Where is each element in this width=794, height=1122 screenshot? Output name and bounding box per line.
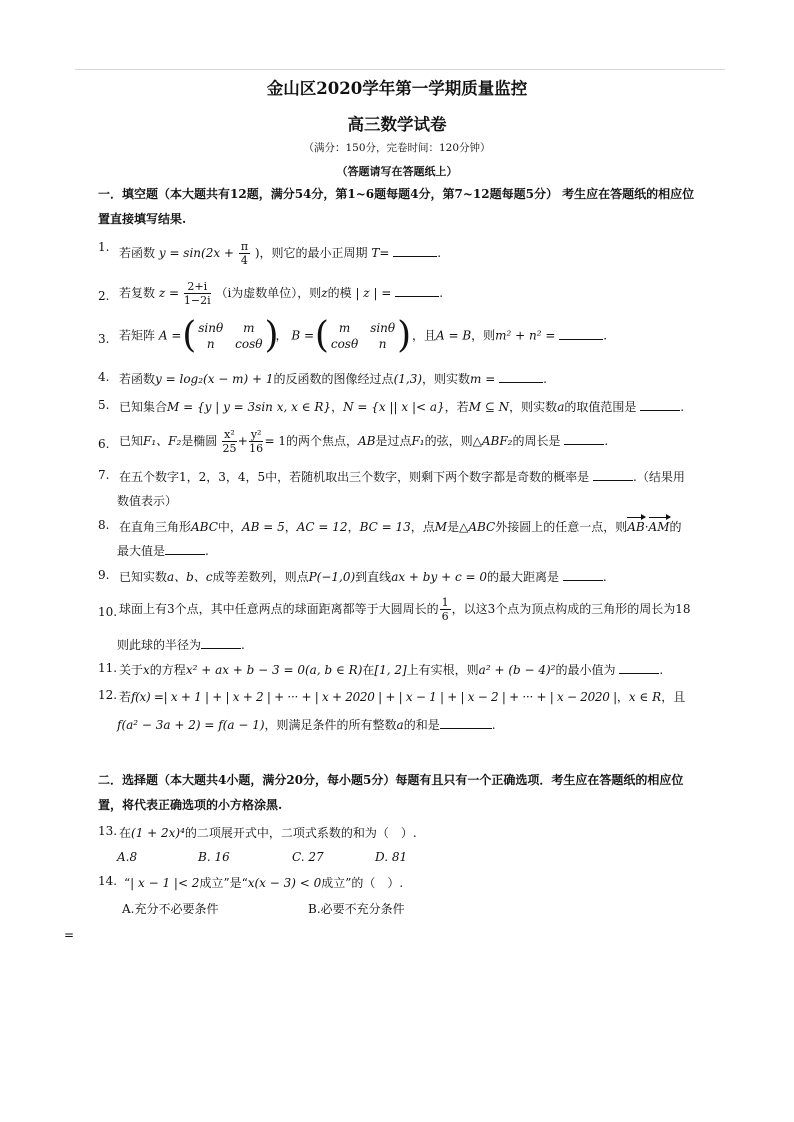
text: 的方程 [149, 663, 186, 677]
math-var: T [371, 246, 380, 260]
math-expr: | z | = [355, 286, 392, 300]
matrix-cell: n [206, 337, 215, 351]
numerator: 2+i [184, 280, 211, 294]
text: ，则实数 [509, 400, 558, 414]
fraction [239, 240, 250, 267]
text: ， [275, 328, 288, 343]
question-text [119, 240, 441, 267]
matrix-cell: cosθ [330, 337, 359, 351]
text: 的最大距离是 [486, 570, 559, 584]
question-number: 7. [98, 468, 110, 482]
question-number: 2. [98, 289, 110, 303]
bracket-right: ) [264, 315, 279, 356]
section-1-heading [98, 182, 698, 232]
math-var: A = [158, 328, 182, 343]
numerator: π [240, 240, 249, 253]
question-number: 4. [98, 370, 110, 384]
math-expr: y = log₂(x − m) + 1 [155, 372, 274, 386]
answer-blank [619, 662, 659, 674]
answer-blank [165, 543, 205, 555]
text: . [602, 570, 607, 584]
question-number: 1. [98, 240, 110, 254]
text: ， [284, 520, 297, 534]
math-expr: m² + n² = [495, 328, 556, 343]
text: 已知实数 [119, 570, 168, 584]
text: . [241, 638, 245, 652]
math-var: x [143, 663, 150, 677]
math-expr: ax + by + c = 0 [391, 570, 487, 584]
section-1-heading-line1: 一．填空题（本大题共有12题，满分54分，第1~6题每题4分，第7~12题每题5分） 考生应在答题纸的相应位 [98, 187, 695, 201]
answer-blank [499, 371, 543, 383]
math-expr: m = [470, 372, 496, 386]
text: 的 [669, 520, 682, 534]
text: . [439, 286, 444, 300]
matrix-b [314, 315, 412, 356]
text: 是椭圆 [181, 434, 218, 448]
question-text [119, 596, 691, 623]
text: ，且 [411, 328, 436, 343]
vector-am: AM [648, 520, 670, 534]
text: 已知 [119, 434, 144, 448]
math-expr: y = sin(2x + [158, 246, 234, 260]
math-expr: BC = 13 [359, 520, 411, 534]
math-var: B = [291, 328, 315, 343]
text: ， [616, 690, 629, 704]
text: 的和是 [403, 718, 440, 732]
exam-info: （满分：150分，完卷时间：120分钟） [303, 142, 491, 154]
math-expr: N = {x || x |< a} [343, 400, 445, 414]
answer-blank [559, 328, 603, 340]
math-expr: F₁、F₂ [143, 434, 182, 448]
text: . [543, 372, 547, 386]
answer-blank [564, 433, 604, 445]
exam-note: （答题请写在答题纸上） [336, 165, 458, 178]
math-expr: △ABC [459, 520, 496, 534]
text: 已知集合 [119, 400, 168, 414]
answer-blank [563, 569, 603, 581]
text: 的二项展开式中，二项式系数的和为（ ）. [184, 826, 417, 840]
math-expr: x² + ax + b − 3 = 0(a, b ∈ R) [185, 663, 363, 677]
answer-blank [201, 637, 241, 649]
text: ，则实数 [422, 372, 471, 386]
matrix-a [182, 315, 279, 356]
question-number: 13. [98, 824, 118, 838]
math-var: a [396, 718, 404, 732]
numerator: 1 [441, 596, 449, 609]
denominator: 6 [441, 610, 449, 623]
question-text [119, 315, 608, 356]
question-number: 8. [98, 518, 110, 532]
option-a: A.充分不必要条件 [122, 902, 219, 916]
text: 外接圆上的任意一点，则 [495, 520, 628, 534]
question-7-line2: 数值表示） [117, 494, 178, 508]
text: 在 [119, 826, 132, 840]
option-b: B.必要不充分条件 [308, 902, 405, 916]
math-var: F₁ [411, 434, 425, 448]
bracket-left: ( [182, 315, 197, 356]
math-expr: AC = 12 [296, 520, 348, 534]
math-expr: [1, 2] [374, 663, 407, 677]
margin-mark: = [64, 928, 75, 942]
text: 上有实根，则 [406, 663, 479, 677]
question-text [119, 370, 547, 387]
text: 成立”的（ ）. [321, 876, 404, 890]
numerator: x² [224, 428, 235, 441]
question-number: 11. [98, 661, 118, 675]
top-rule [75, 69, 725, 70]
text: 若矩阵 [119, 328, 156, 343]
math-expr: M = {y | y = 3sin x, x ∈ R} [167, 400, 332, 414]
text: 若复数 [119, 286, 156, 300]
text: 在直角三角形 [119, 520, 192, 534]
math-var: ABC [191, 520, 218, 534]
text: 则此球的半径为 [117, 638, 202, 652]
text: . [604, 434, 609, 448]
vector-ab: AB [627, 520, 645, 534]
text: 的模 [327, 286, 352, 300]
text: ，若 [444, 400, 469, 414]
fraction [222, 428, 237, 455]
math-var: z [321, 286, 328, 300]
math-expr: | x − 1 |< 2 [130, 876, 200, 890]
text: ， [347, 520, 360, 534]
text: = [379, 246, 390, 260]
answer-blank [395, 285, 439, 297]
matrix-cell: m [338, 321, 351, 335]
question-8-line2 [117, 542, 209, 559]
text: 成立”是“ [199, 876, 248, 890]
question-text [119, 468, 685, 485]
question-text [119, 568, 607, 585]
text: · [644, 520, 649, 534]
text: ，且 [661, 690, 686, 704]
question-text [119, 398, 684, 415]
answer-blank [593, 469, 633, 481]
numerator: y² [250, 428, 262, 441]
section-2-heading [98, 768, 698, 818]
matrix-cell: sinθ [370, 321, 396, 335]
text: “ [124, 876, 131, 890]
denominator: 4 [240, 254, 248, 267]
text: 在 [362, 663, 375, 677]
text: 的两个焦点， [285, 434, 358, 448]
option-b: B. 16 [198, 850, 230, 864]
text: 的弦，则 [424, 434, 473, 448]
math-var: M [434, 520, 448, 534]
matrix-cell: n [378, 337, 387, 351]
fraction [440, 596, 451, 623]
math-expr: (1,3) [393, 372, 423, 386]
text: 成等差数列，则点 [212, 570, 309, 584]
text: ， [331, 400, 344, 414]
text: )，则它的最小正周期 [254, 246, 368, 260]
text: = 1 [264, 434, 286, 448]
math-var: a [557, 400, 565, 414]
text: . [491, 718, 496, 732]
text: 若函数 [119, 246, 156, 260]
text: . [603, 328, 608, 343]
math-expr: A = B [435, 328, 472, 343]
math-var: z = [158, 286, 180, 300]
text: . [205, 544, 209, 558]
text: + [237, 434, 248, 448]
text: 若函数 [119, 372, 156, 386]
question-text [119, 518, 682, 535]
text: ，点 [410, 520, 435, 534]
math-var: AB [357, 434, 376, 448]
text: ，以这3个点为顶点构成的三角形的周长为18 [451, 602, 691, 616]
question-number: 5. [98, 398, 110, 412]
text: 是过点 [375, 434, 412, 448]
text: .（结果用 [633, 470, 685, 484]
text: 中， [217, 520, 242, 534]
math-expr: △ABF₂ [472, 434, 513, 448]
text: . [437, 246, 442, 260]
math-expr: AB = 5 [241, 520, 285, 534]
section-2-heading-line1: 二．选择题（本大题共4小题，满分20分，每小题5分）每题有且只有一个正确选项．考生应在答题纸的相应位 [98, 773, 684, 787]
math-expr: (1 + 2x)⁴ [131, 826, 185, 840]
denominator: 25 [222, 442, 237, 455]
answer-blank [440, 717, 492, 729]
option-c: C. 27 [292, 850, 324, 864]
math-expr: x ∈ R [628, 690, 662, 704]
question-number: 3. [98, 332, 110, 346]
question-10-line2 [117, 636, 245, 653]
exam-title: 金山区2020学年第一学期质量监控 [266, 79, 528, 98]
question-text [119, 824, 417, 841]
text: 最大值是 [117, 544, 166, 558]
text: ，则 [471, 328, 496, 343]
exam-subtitle: 高三数学试卷 [347, 115, 447, 134]
section-2-heading-line2: 置，将代表正确选项的小方格涂黑. [98, 798, 283, 812]
denominator: 1−2i [183, 294, 211, 307]
math-expr: f(a² − 3a + 2) = f(a − 1) [117, 718, 265, 732]
question-number: 6. [98, 437, 110, 451]
matrix-cell: sinθ [198, 321, 224, 335]
text: 的最小值为 [555, 663, 616, 677]
text: 关于 [119, 663, 144, 677]
math-expr: P(−1,0) [308, 570, 356, 584]
text: 到直线 [355, 570, 392, 584]
question-text [124, 874, 403, 891]
denominator: 16 [249, 442, 264, 455]
text: （i为虚数单位），则 [215, 286, 322, 300]
question-number: 12. [98, 688, 118, 702]
section-1-heading-line2: 置直接填写结果. [98, 212, 187, 226]
question-text [119, 688, 685, 705]
text: 的取值范围是 [564, 400, 637, 414]
question-number: 10. [98, 605, 118, 619]
question-text [119, 280, 443, 307]
math-expr: M ⊆ N [468, 400, 510, 414]
matrix-cell: cosθ [235, 337, 263, 351]
question-12-line2 [117, 716, 496, 733]
question-number: 14. [98, 874, 118, 888]
text: ，则满足条件的所有整数 [264, 718, 397, 732]
question-text [119, 428, 608, 455]
question-text [119, 661, 663, 678]
math-expr: a、b、c [167, 570, 213, 584]
bracket-right: ) [397, 315, 412, 356]
text: 的反函数的图像经过点 [273, 372, 394, 386]
answer-blank [640, 399, 680, 411]
fraction [184, 280, 211, 307]
math-expr: x(x − 3) < 0 [247, 876, 322, 890]
text: 在五个数字1，2，3，4，5中，若随机取出三个数字，则剩下两个数字都是奇数的概率是 [119, 470, 590, 484]
option-a: A.8 [117, 850, 138, 864]
text: 是 [447, 520, 460, 534]
option-d: D. 81 [375, 850, 408, 864]
text: . [680, 400, 685, 414]
question-number: 9. [98, 568, 110, 582]
text: 的周长是 [512, 434, 561, 448]
matrix-cell: m [243, 321, 255, 335]
text: 若 [119, 690, 132, 704]
text: 球面上有3个点，其中任意两点的球面距离都等于大圆周长的 [119, 602, 439, 616]
text: . [659, 663, 664, 677]
answer-blank [393, 245, 437, 257]
bracket-left: ( [314, 315, 329, 356]
math-expr: a² + (b − 4)² [478, 663, 556, 677]
fraction [249, 428, 264, 455]
math-expr: f(x) =| x + 1 | + | x + 2 | + ··· + | x + 2020 | + | x − 1 | + | x − 2 | + ··· + | x − 2020 | [131, 690, 617, 704]
